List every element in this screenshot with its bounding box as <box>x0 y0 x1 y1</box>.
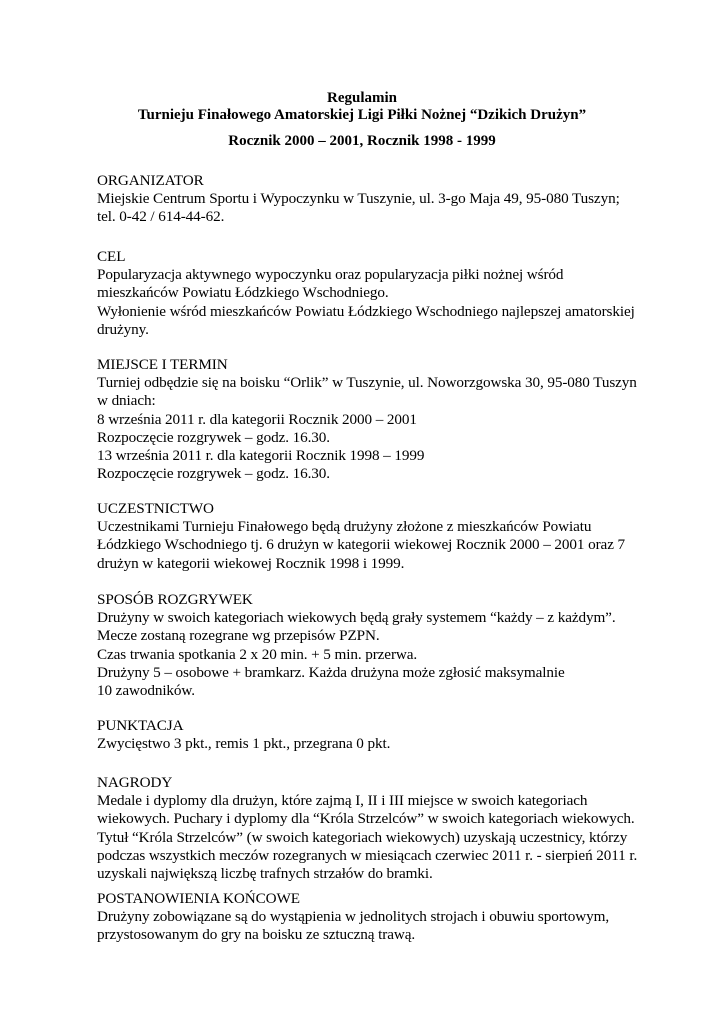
section-punktacja <box>97 717 657 753</box>
section-text-line: Miejskie Centrum Sportu i Wypoczynku w Tuszynie, ul. 3-go Maja 49, 95-080 Tuszyn; <box>97 190 620 208</box>
section-heading: ORGANIZATOR <box>97 172 204 189</box>
section-text-line: uzyskali największą liczbę trafnych strzałów do bramki. <box>97 865 433 883</box>
section-text-line: drużyny. <box>97 320 149 338</box>
title-tournament: Turnieju Finałowego Amatorskiej Ligi Piłki Nożnej “Dzikich Drużyn” <box>137 107 587 123</box>
section-text-line: Łódzkiego Wschodniego tj. 6 drużyn w kategorii wiekowej Rocznik 2000 – 2001 oraz 7 <box>97 536 626 554</box>
section-heading: UCZESTNICTWO <box>97 500 214 517</box>
section-heading: POSTANOWIENIA KOŃCOWE <box>97 890 300 907</box>
section-nagrody <box>97 774 657 883</box>
section-text-line: mieszkańców Powiatu Łódzkiego Wschodniego. <box>97 284 389 302</box>
section-text-line: Rozpoczęcie rozgrywek – godz. 16.30. <box>97 465 330 483</box>
section-organizator <box>97 172 657 227</box>
section-text-line: Wyłonienie wśród mieszkańców Powiatu Łódzkiego Wschodniego najlepszej amatorskiej <box>97 302 635 320</box>
section-text-line: 10 zawodników. <box>97 682 196 700</box>
section-miejsce-i-termin <box>97 356 657 483</box>
section-text-line: Rozpoczęcie rozgrywek – godz. 16.30. <box>97 428 330 446</box>
section-text-line: Zwycięstwo 3 pkt., remis 1 pkt., przegrana 0 pkt. <box>97 735 391 753</box>
section-text-line: Mecze zostaną rozegrane wg przepisów PZPN. <box>97 627 380 645</box>
section-text-line: Drużyny w swoich kategoriach wiekowych będą grały systemem “każdy – z każdym”. <box>97 609 616 627</box>
section-heading: PUNKTACJA <box>97 717 184 734</box>
section-text-line: drużyn w kategorii wiekowej Rocznik 1998 i 1999. <box>97 554 405 572</box>
section-text-line: tel. 0-42 / 614-44-62. <box>97 208 225 226</box>
section-text-line: Medale i dyplomy dla drużyn, które zajmą I, II i III miejsce w swoich kategoriach <box>97 792 588 810</box>
section-postanowienia-koncowe <box>97 890 657 945</box>
section-text-line: 13 września 2011 r. dla kategorii Rocznik 1998 – 1999 <box>97 447 425 465</box>
section-text-line: Uczestnikami Turnieju Finałowego będą drużyny złożone z mieszkańców Powiatu <box>97 518 592 536</box>
section-heading: NAGRODY <box>97 774 173 791</box>
section-text-line: 8 września 2011 r. dla kategorii Rocznik 2000 – 2001 <box>97 410 417 428</box>
section-cel <box>97 248 657 339</box>
section-text-line: Turniej odbędzie się na boisku “Orlik” w Tuszynie, ul. Noworzgowska 30, 95-080 Tuszyn <box>97 374 637 392</box>
section-text-line: Czas trwania spotkania 2 x 20 min. + 5 min. przerwa. <box>97 645 418 663</box>
section-uczestnictwo <box>97 500 657 573</box>
section-sposob-rozgrywek <box>97 591 657 700</box>
section-text-line: Tytuł “Króla Strzelców” (w swoich kategoriach wiekowych) uzyskają uczestnicy, którzy <box>97 828 628 846</box>
document-title-block <box>0 90 724 150</box>
section-text-line: wiekowych. Puchary i dyplomy dla “Króla Strzelców” w swoich kategoriach wiekowych. <box>97 810 635 828</box>
section-text-line: podczas wszystkich meczów rozegranych w miesiącach czerwiec 2011 r. - sierpień 2011 r. <box>97 846 638 864</box>
section-text-line: przystosowanym do gry na boisku ze sztuczną trawą. <box>97 926 416 944</box>
section-heading: MIEJSCE I TERMIN <box>97 356 228 373</box>
section-heading: SPOSÓB ROZGRYWEK <box>97 591 253 608</box>
section-text-line: w dniach: <box>97 392 156 410</box>
section-text-line: Drużyny 5 – osobowe + bramkarz. Każda drużyna może zgłosić maksymalnie <box>97 663 565 681</box>
section-text-line: Popularyzacja aktywnego wypoczynku oraz popularyzacja piłki nożnej wśród <box>97 266 564 284</box>
section-heading: CEL <box>97 248 126 265</box>
title-year-categories: Rocznik 2000 – 2001, Rocznik 1998 - 1999 <box>228 133 496 149</box>
title-regulamin: Regulamin <box>326 90 397 106</box>
section-text-line: Drużyny zobowiązane są do wystąpienia w jednolitych strojach i obuwiu sportowym, <box>97 908 610 926</box>
